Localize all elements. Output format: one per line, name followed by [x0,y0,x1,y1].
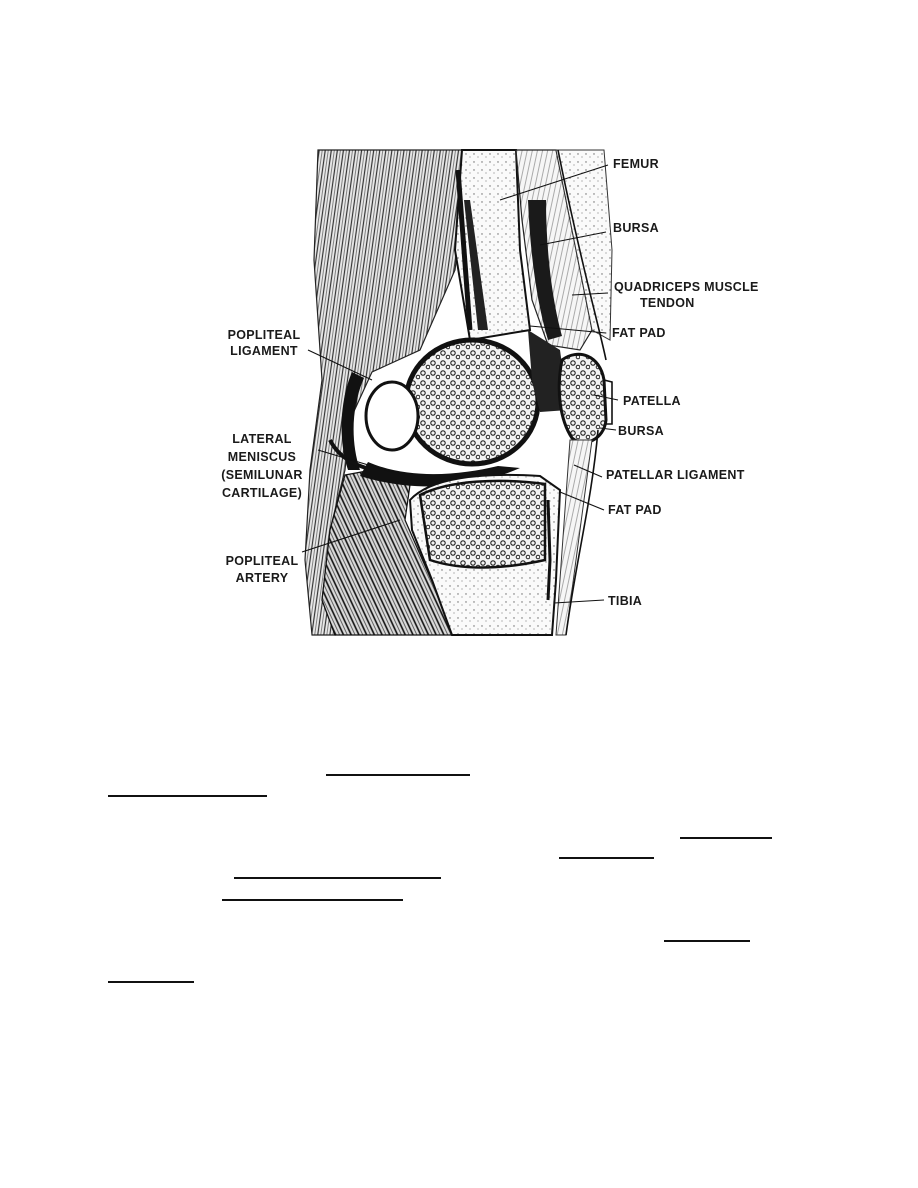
label-quadriceps-line1: QUADRICEPS MUSCLE [614,280,759,294]
answer-blank[interactable] [222,899,403,901]
answer-blank[interactable] [664,940,750,942]
answer-blank[interactable] [559,857,654,859]
label-patellar-ligament: PATELLAR LIGAMENT [606,468,745,482]
label-femur: FEMUR [613,157,659,171]
label-popliteal-artery-line2: ARTERY [235,571,289,585]
label-lateral-meniscus-line1: LATERAL [232,432,292,446]
label-fat-pad-lower: FAT PAD [608,503,662,517]
label-fat-pad-upper: FAT PAD [612,326,666,340]
answer-blank[interactable] [326,774,470,776]
label-lateral-meniscus-line4: CARTILAGE) [221,486,303,500]
label-quadriceps-line2: TENDON [640,296,695,310]
label-popliteal-ligament-line1: POPLITEAL [227,328,301,342]
answer-blank[interactable] [234,877,441,879]
label-popliteal-artery-line1: POPLITEAL [225,554,299,568]
answer-blank[interactable] [108,981,194,983]
answer-blank[interactable] [108,795,267,797]
label-bursa-upper: BURSA [613,221,659,235]
label-popliteal-ligament-line2: LIGAMENT [230,344,298,358]
label-patella: PATELLA [623,394,681,408]
label-bursa-lower: BURSA [618,424,664,438]
answer-blank[interactable] [680,837,772,839]
label-tibia: TIBIA [608,594,643,608]
label-lateral-meniscus-line2: MENISCUS [227,450,297,464]
label-lateral-meniscus-line3: (SEMILUNAR [221,468,303,482]
